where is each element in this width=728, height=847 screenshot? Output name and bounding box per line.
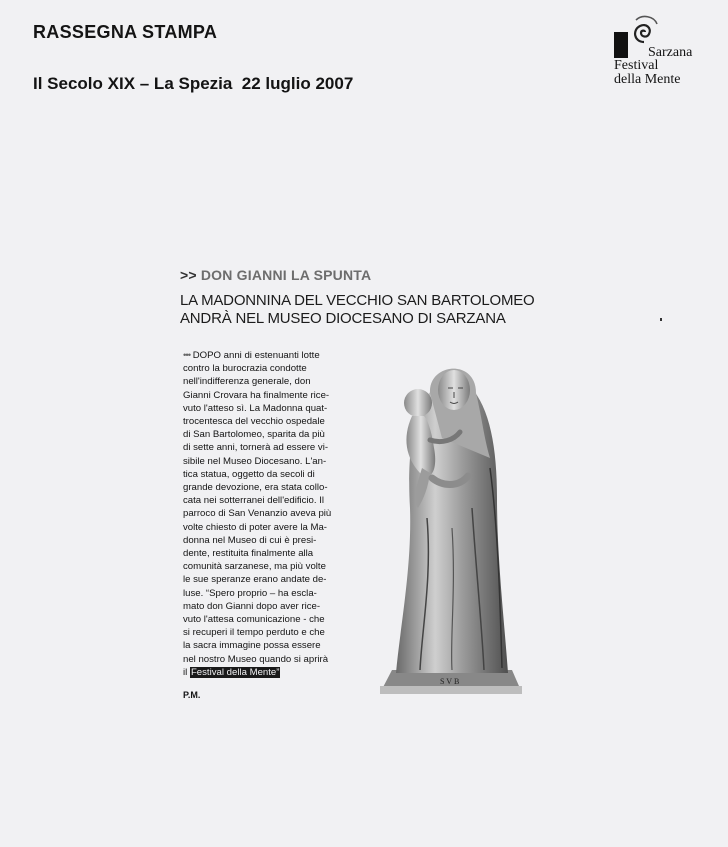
press-review-title: RASSEGNA STAMPA — [33, 22, 218, 42]
source-and-date: Il Secolo XIX – La Spezia 22 luglio 2007 — [33, 74, 354, 93]
article-kicker — [180, 267, 371, 283]
body-line: nel nostro Museo quando si aprirà — [183, 653, 329, 665]
lead-dots: ••• — [183, 350, 191, 361]
body-line: si recuperi il tempo perduto e che — [183, 627, 325, 639]
body-line: tica statua, oggetto da secoli di — [183, 468, 315, 480]
festival-highlight: Festival della Mente” — [190, 666, 280, 678]
body-line: nell'indifferenza generale, don — [183, 376, 311, 388]
article-body — [183, 349, 373, 679]
body-line: la sacra immagine possa essere — [183, 640, 321, 652]
body-line: le sue speranze erano andate de- — [183, 574, 327, 586]
body-line: cata nei sotterranei dell'edificio. Il — [183, 495, 325, 507]
body-line: vuto l'atteso sì. La Madonna quat- — [183, 402, 328, 414]
body-line: volte chiesto di poter avere la Ma- — [183, 521, 327, 533]
kicker-arrows: >> — [180, 267, 197, 283]
body-text: DOPO anni di estenuanti lotte — [192, 350, 320, 361]
body-text: il — [183, 666, 188, 678]
body-line: dente, restituita finalmente alla — [183, 548, 314, 560]
body-line: parroco di San Venanzio aveva più — [183, 508, 332, 520]
body-line: donna nel Museo di cui è presi- — [183, 534, 317, 546]
kicker-text: DON GIANNI LA SPUNTA — [200, 267, 372, 283]
body-line: trocentesca del vecchio ospedale — [183, 416, 325, 428]
logo-spiral-icon — [626, 12, 662, 48]
body-line: Gianni Crovara ha finalmente rice- — [183, 389, 330, 401]
byline: P.M. — [183, 690, 201, 700]
body-line: comunità sarzanese, ma più volte — [183, 561, 326, 573]
body-line: grande devozione, era stata collo- — [183, 482, 328, 494]
headline-line: ANDRÀ NEL MUSEO DIOCESANO DI SARZANA — [180, 310, 506, 327]
festival-logo — [612, 12, 712, 92]
body-line: mato don Gianni dopo aver rice- — [183, 600, 321, 612]
body-line: contro la burocrazia condotte — [183, 363, 307, 375]
scan-speck — [660, 318, 662, 321]
body-line: sibile nel Museo Diocesano. L'an- — [183, 455, 327, 467]
logo-sarzana: Sarzana — [648, 45, 693, 60]
madonna-statue-photo — [372, 348, 537, 698]
logo-festival: Festival — [614, 58, 659, 73]
body-line: di San Bartolomeo, sparita da più — [183, 429, 325, 441]
body-line — [183, 666, 373, 679]
body-line — [183, 349, 373, 362]
body-line: di sette anni, tornerà ad essere vi- — [183, 442, 329, 454]
body-line: luse. “Spero proprio – ha escla- — [183, 587, 317, 599]
logo-della-mente: della Mente — [614, 72, 681, 87]
article-headline — [180, 292, 535, 328]
body-line: vuto l'attesa comunicazione - che — [183, 614, 325, 626]
headline-line: LA MADONNINA DEL VECCHIO SAN BARTOLOMEO — [180, 292, 535, 309]
svg-text:S V B: S V B — [440, 677, 460, 686]
